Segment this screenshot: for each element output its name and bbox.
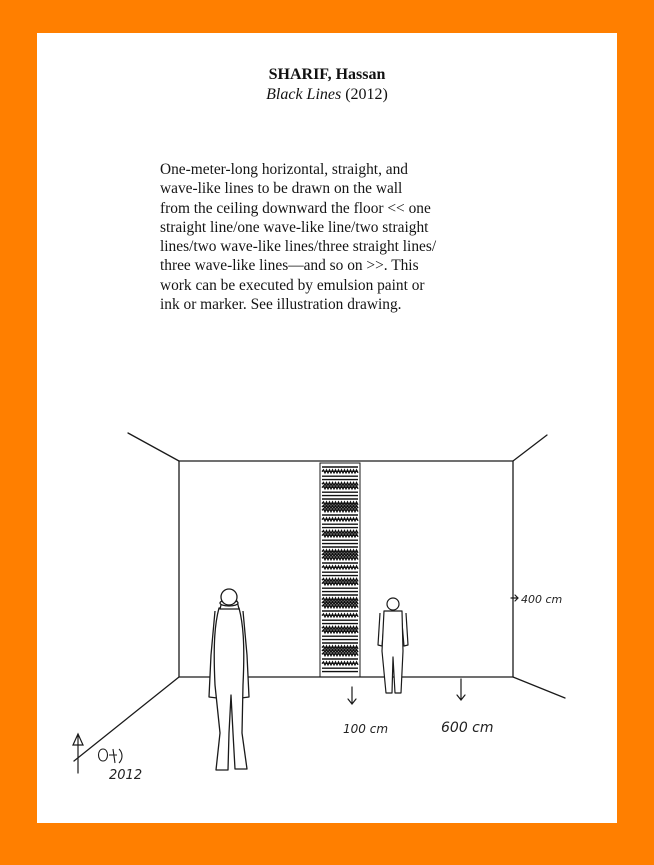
wave-line bbox=[322, 502, 358, 505]
wave-line bbox=[322, 579, 358, 582]
instruction-line: three wave-like lines—and so on >>. This bbox=[160, 257, 419, 275]
wave-line bbox=[322, 598, 358, 601]
wave-line bbox=[322, 518, 358, 521]
instruction-line: work can be executed by emulsion paint or bbox=[160, 276, 425, 294]
length-arrow bbox=[457, 679, 465, 700]
wave-line bbox=[322, 550, 358, 553]
instruction-line: from the ceiling downward the floor << one bbox=[160, 199, 431, 217]
floor-right-edge bbox=[513, 677, 565, 698]
instruction-line: wave-like lines to be drawn on the wall bbox=[160, 180, 403, 198]
instruction-page bbox=[37, 33, 617, 823]
instruction-line: lines/two wave-like lines/three straight lines/ bbox=[160, 238, 437, 256]
wave-line bbox=[322, 646, 358, 649]
signature bbox=[99, 749, 123, 763]
instruction-line: One-meter-long horizontal, straight, and bbox=[160, 161, 409, 178]
wave-line bbox=[322, 483, 358, 486]
background-figure bbox=[378, 598, 408, 693]
width-label: 100 cm bbox=[343, 722, 389, 736]
work-title: Black Lines bbox=[266, 86, 342, 103]
height-label: 400 cm bbox=[521, 593, 563, 606]
height-arrow bbox=[511, 595, 518, 601]
ceiling-right-edge bbox=[513, 435, 547, 461]
work-year: (2012) bbox=[345, 86, 388, 103]
artist-name: SHARIF, Hassan bbox=[268, 66, 386, 83]
ceiling-left-edge bbox=[128, 433, 179, 461]
instruction-line: straight line/one wave-like line/two straight bbox=[160, 218, 429, 236]
wave-line bbox=[322, 470, 358, 473]
wave-line bbox=[322, 662, 358, 665]
length-label: 600 cm bbox=[441, 720, 494, 736]
wave-line bbox=[322, 531, 358, 534]
room-illustration bbox=[37, 33, 617, 823]
north-arrow bbox=[73, 734, 83, 773]
signature-year: 2012 bbox=[109, 768, 143, 783]
wave-line bbox=[322, 614, 358, 617]
instruction-line: ink or marker. See illustration drawing. bbox=[160, 296, 402, 314]
wave-line bbox=[322, 566, 358, 569]
width-arrow bbox=[348, 687, 356, 704]
wave-line bbox=[322, 627, 358, 630]
floor-left-edge bbox=[74, 677, 179, 761]
line-band bbox=[322, 467, 358, 672]
foreground-figure bbox=[209, 589, 249, 770]
